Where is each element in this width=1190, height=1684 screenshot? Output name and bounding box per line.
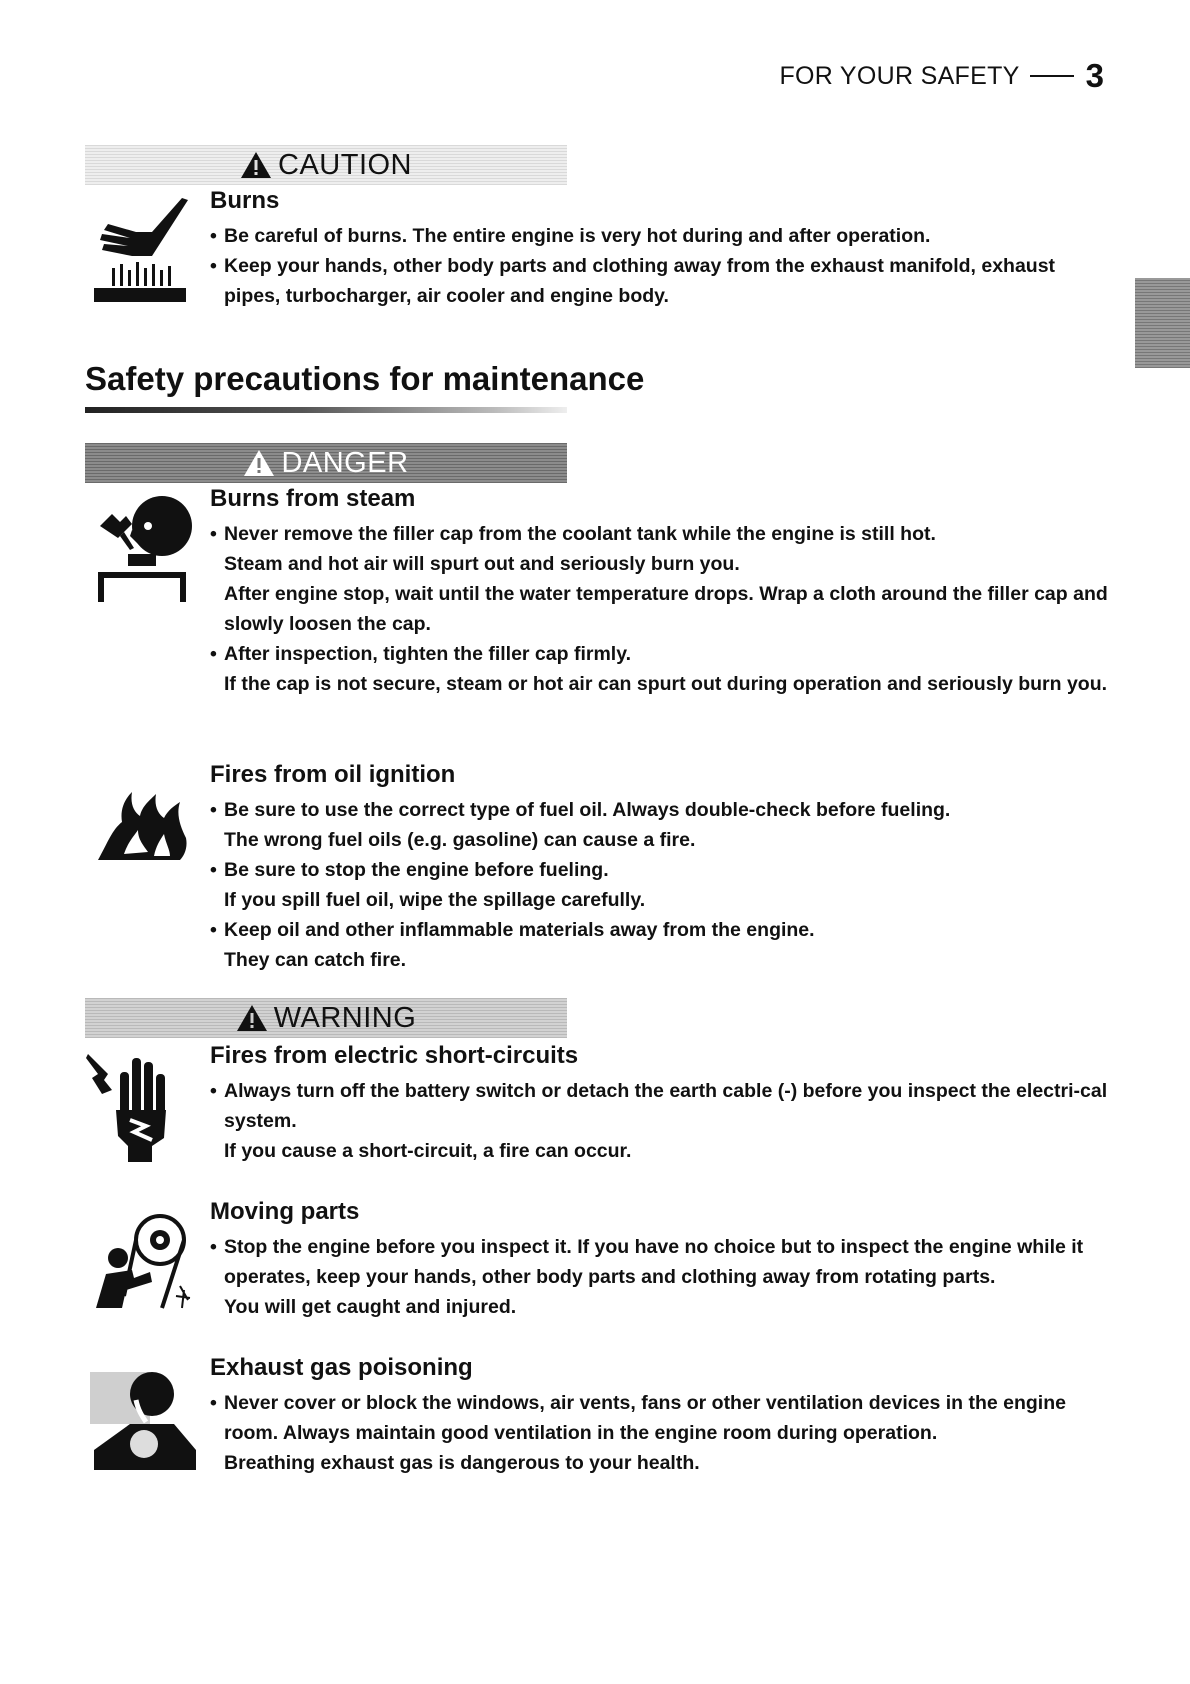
fires-from-oil-bullets-1	[210, 795, 1110, 825]
list-item: • Always turn off the battery switch or detach the earth cable (-) before you inspect the electri-cal system.	[210, 1076, 1110, 1136]
warning-label: WARNING	[273, 1001, 417, 1034]
note-text: If the cap is not secure, steam or hot air can spurt out during operation and seriously burn you.	[224, 673, 1108, 695]
electric-fires-title: Fires from electric short-circuits	[210, 1042, 579, 1069]
moving-parts-entry	[210, 1197, 1110, 1322]
rotating-parts-icon	[90, 1212, 196, 1316]
list-item: • Be sure to stop the engine before fueling.	[210, 855, 1110, 885]
burns-entry	[210, 186, 1110, 311]
warning-triangle-icon	[243, 449, 275, 477]
burns-bullets	[210, 221, 1110, 311]
warning-triangle-icon	[236, 1004, 268, 1032]
fires-from-oil-bullets-3	[210, 915, 1110, 945]
note-text: The wrong fuel oils (e.g. gasoline) can cause a fire.	[224, 829, 696, 851]
section-heading-rule	[85, 407, 567, 413]
moving-parts-bullets	[210, 1232, 1110, 1292]
exhaust-gas-entry	[210, 1353, 1110, 1478]
moving-parts-title: Moving parts	[210, 1198, 360, 1225]
list-item: • Never cover or block the windows, air vents, fans or other ventilation devices in the engine room. Always maintain good ventilation in the engine room during operation.	[210, 1388, 1110, 1448]
electric-fires-entry	[210, 1041, 1110, 1166]
exhaust-gas-title: Exhaust gas poisoning	[210, 1354, 473, 1381]
note-text: Breathing exhaust gas is dangerous to your health.	[224, 1452, 700, 1474]
chapter-tab-marker	[1135, 278, 1190, 368]
burns-from-steam-bullets-2	[210, 639, 1110, 669]
note-text: If you spill fuel oil, wipe the spillage carefully.	[224, 889, 646, 911]
list-item: • Keep your hands, other body parts and clothing away from the exhaust manifold, exhaust pipes, turbocharger, air cooler and engine body.	[210, 251, 1110, 311]
section-heading: Safety precautions for maintenance	[85, 360, 645, 397]
list-item: • Stop the engine before you inspect it. If you have no choice but to inspect the engine while it operates, keep your hands, other body parts and clothing away from rotating parts.	[210, 1232, 1110, 1292]
burns-from-steam-entry	[210, 484, 1110, 699]
page-number: 3	[1085, 57, 1104, 94]
danger-label: DANGER	[281, 446, 409, 479]
hot-surface-hand-icon	[92, 198, 192, 306]
list-item: • Never remove the filler cap from the coolant tank while the engine is still hot.	[210, 519, 1110, 549]
caution-banner	[85, 145, 567, 185]
note-text: After engine stop, wait until the water temperature drops. Wrap a cloth around the filler cap and slowly loosen the cap.	[224, 583, 1108, 635]
electric-fires-bullets	[210, 1076, 1110, 1136]
gas-poisoning-icon	[90, 1366, 198, 1472]
fire-icon	[94, 790, 190, 862]
fires-from-oil-bullets-2	[210, 855, 1110, 885]
fires-from-oil-title: Fires from oil ignition	[210, 761, 456, 788]
caution-label: CAUTION	[278, 148, 412, 181]
note-text: You will get caught and injured.	[224, 1296, 517, 1318]
fires-from-oil-entry	[210, 760, 1110, 975]
note-text: If you cause a short-circuit, a fire can occur.	[224, 1140, 632, 1162]
note-text: Steam and hot air will spurt out and seriously burn you.	[224, 553, 740, 575]
list-item: • Keep oil and other inflammable materials away from the engine.	[210, 915, 1110, 945]
running-header: FOR YOUR SAFETY	[779, 61, 1020, 90]
list-item: • Be sure to use the correct type of fuel oil. Always double-check before fueling.	[210, 795, 1110, 825]
warning-banner	[85, 998, 567, 1038]
burns-from-steam-title: Burns from steam	[210, 485, 416, 512]
steam-burn-icon	[92, 496, 192, 606]
note-text: They can catch fire.	[224, 949, 407, 971]
danger-banner	[85, 443, 567, 483]
header-rule	[1030, 75, 1074, 77]
list-item: • After inspection, tighten the filler cap firmly.	[210, 639, 1110, 669]
electric-shock-hand-icon	[86, 1050, 176, 1162]
warning-triangle-icon	[240, 151, 272, 179]
burns-title: Burns	[210, 187, 280, 214]
list-item: • Be careful of burns. The entire engine is very hot during and after operation.	[210, 221, 1110, 251]
burns-from-steam-bullets	[210, 519, 1110, 549]
page-header	[779, 56, 1104, 96]
exhaust-gas-bullets	[210, 1388, 1110, 1448]
